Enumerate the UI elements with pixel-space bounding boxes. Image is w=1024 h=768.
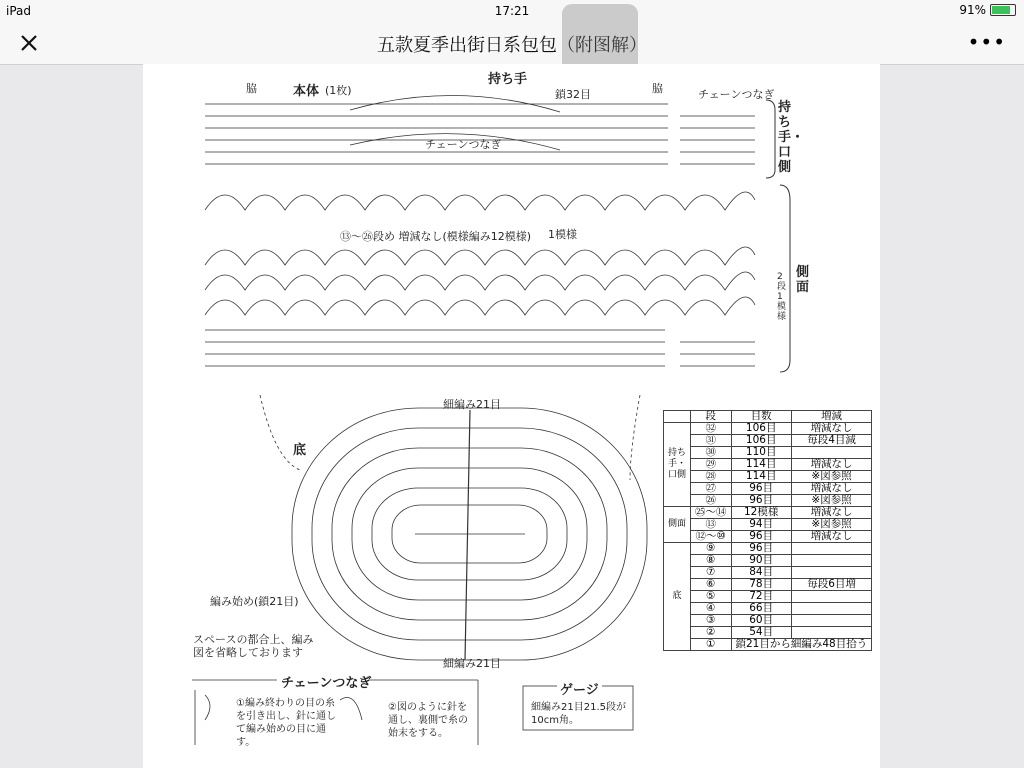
table-row: [664, 639, 872, 651]
table-row: [664, 519, 872, 531]
chain-join-label-mid: チェーンつなぎ: [425, 138, 502, 151]
table-row: [664, 555, 872, 567]
table-cell: ※図参照: [791, 495, 871, 507]
table-cell: 60目: [731, 615, 791, 627]
table-cell: 増減なし: [791, 507, 871, 519]
table-cell: 増減なし: [791, 531, 871, 543]
shell-pattern: [205, 192, 755, 315]
chain32-label: 鎖32目: [555, 88, 591, 101]
space-note: スペースの都合上、編み図を省略しております: [193, 633, 314, 659]
table-cell: ⑦: [691, 567, 732, 579]
table-row: [664, 435, 872, 447]
table-row: [664, 543, 872, 555]
side-mark-left: 脇: [246, 82, 257, 95]
table-row: [664, 495, 872, 507]
table-row: [664, 603, 872, 615]
table-row: [664, 567, 872, 579]
table-cell: ⑬: [691, 519, 732, 531]
table-cell: 増減なし: [791, 483, 871, 495]
table-cell: [791, 567, 871, 579]
table-cell: ②: [691, 627, 732, 639]
table-cell: ※図参照: [791, 471, 871, 483]
body-label: 本体: [293, 84, 320, 99]
table-cell: ㉜: [691, 423, 732, 435]
chain-join-label-top: チェーンつなぎ: [698, 88, 775, 101]
table-cell: 増減なし: [791, 423, 871, 435]
table-cell: ③: [691, 615, 732, 627]
table-cell: 12模様: [731, 507, 791, 519]
table-header-cell: 段: [691, 411, 732, 423]
chain-step-2: ②図のように針を通し、裏側で糸の始末をする。: [388, 702, 468, 739]
gauge-text: 細編み21目21.5段が10cm角。: [531, 702, 626, 726]
table-cell: ⑨: [691, 543, 732, 555]
table-cell: 毎段4目減: [791, 435, 871, 447]
table-cell: 78目: [731, 579, 791, 591]
handle-side-label: 持ち手・口側: [778, 100, 805, 175]
table-cell: 毎段6目増: [791, 579, 871, 591]
table-cell: [791, 543, 871, 555]
table-cell: ㉙: [691, 459, 732, 471]
table-row: [664, 459, 872, 471]
device-label: iPad: [6, 4, 32, 18]
table-cell: 94目: [731, 519, 791, 531]
sc21-top: 細編み21目: [443, 398, 501, 411]
table-cell: ⑥: [691, 579, 732, 591]
table-cell: 114目: [731, 471, 791, 483]
table-cell: 96目: [731, 495, 791, 507]
table-cell: [791, 591, 871, 603]
pattern-note: ⑬〜㉖段め 増減なし(模様編み12模様): [340, 230, 532, 243]
table-cell: 96目: [731, 531, 791, 543]
clock: 17:21: [494, 4, 530, 18]
group-header-cell: [664, 411, 691, 423]
table-cell: ㉖: [691, 495, 732, 507]
body-stitch-rows: [205, 95, 755, 164]
table-cell: 106目: [731, 423, 791, 435]
table-cell: 96目: [731, 543, 791, 555]
gauge-title: ゲージ: [557, 679, 602, 698]
chain-step-1: ①編み終わりの目の糸を引き出し、針に通して編み始めの目に通す。: [236, 698, 336, 748]
table-cell: 鎖21目から細編み48目拾う: [731, 639, 872, 651]
battery-percent: 91%: [959, 3, 986, 17]
table-row: [664, 483, 872, 495]
table-cell: ⑫〜⑩: [691, 531, 732, 543]
table-row: [664, 579, 872, 591]
table-row: [664, 615, 872, 627]
table-cell: 106目: [731, 435, 791, 447]
chain-title: チェーンつなぎ: [281, 676, 372, 691]
side-mark-right: 脇: [652, 82, 663, 95]
table-header-cell: 増減: [791, 411, 871, 423]
body-count: (1枚): [325, 84, 352, 97]
table-cell: ※図参照: [791, 519, 871, 531]
two-rows-label: 2段1模様: [777, 272, 787, 322]
table-row: [664, 591, 872, 603]
table-cell: 66目: [731, 603, 791, 615]
table-cell: 54目: [731, 627, 791, 639]
table-cell: 84目: [731, 567, 791, 579]
bottom-label: 底: [293, 443, 307, 458]
table-cell: 72目: [731, 591, 791, 603]
table-cell: ㉚: [691, 447, 732, 459]
lower-stitch-rows: [205, 330, 755, 366]
table-row: [664, 627, 872, 639]
start-label: 編み始め(鎖21目): [210, 595, 299, 608]
side-face-label: 側面: [796, 265, 810, 295]
table-cell: [791, 615, 871, 627]
table-row: [664, 531, 872, 543]
table-cell: 114目: [731, 459, 791, 471]
table-cell: 110目: [731, 447, 791, 459]
table-header-cell: 目数: [731, 411, 791, 423]
table-cell: 90目: [731, 555, 791, 567]
table-cell: [791, 627, 871, 639]
table-group-cell: 持ち手・口側: [664, 423, 691, 507]
table-row: [664, 447, 872, 459]
sc21-bottom: 細編み21目: [443, 657, 501, 670]
table-row: [664, 471, 872, 483]
more-options-button[interactable]: •••: [967, 30, 1006, 54]
table-cell: ①: [691, 639, 732, 651]
table-group-cell: 底: [664, 543, 691, 651]
table-header-row: [664, 411, 872, 423]
table-row: [664, 423, 872, 435]
page-title: 五款夏季出街日系包包（附图解）: [377, 35, 647, 56]
bottom-oval: [260, 395, 647, 660]
table-cell: ㉕〜⑭: [691, 507, 732, 519]
row-count-table: [663, 410, 872, 651]
table-cell: [791, 555, 871, 567]
one-pattern-label: 1模様: [548, 228, 577, 241]
table-cell: ㉘: [691, 471, 732, 483]
table-group-cell: 側面: [664, 507, 691, 543]
table-cell: ⑧: [691, 555, 732, 567]
table-row: [664, 507, 872, 519]
handle-label: 持ち手: [488, 72, 528, 87]
table-cell: 増減なし: [791, 459, 871, 471]
table-cell: ㉛: [691, 435, 732, 447]
table-cell: ㉗: [691, 483, 732, 495]
table-cell: ⑤: [691, 591, 732, 603]
table-cell: 96目: [731, 483, 791, 495]
table-cell: [791, 603, 871, 615]
table-cell: [791, 447, 871, 459]
table-cell: ④: [691, 603, 732, 615]
